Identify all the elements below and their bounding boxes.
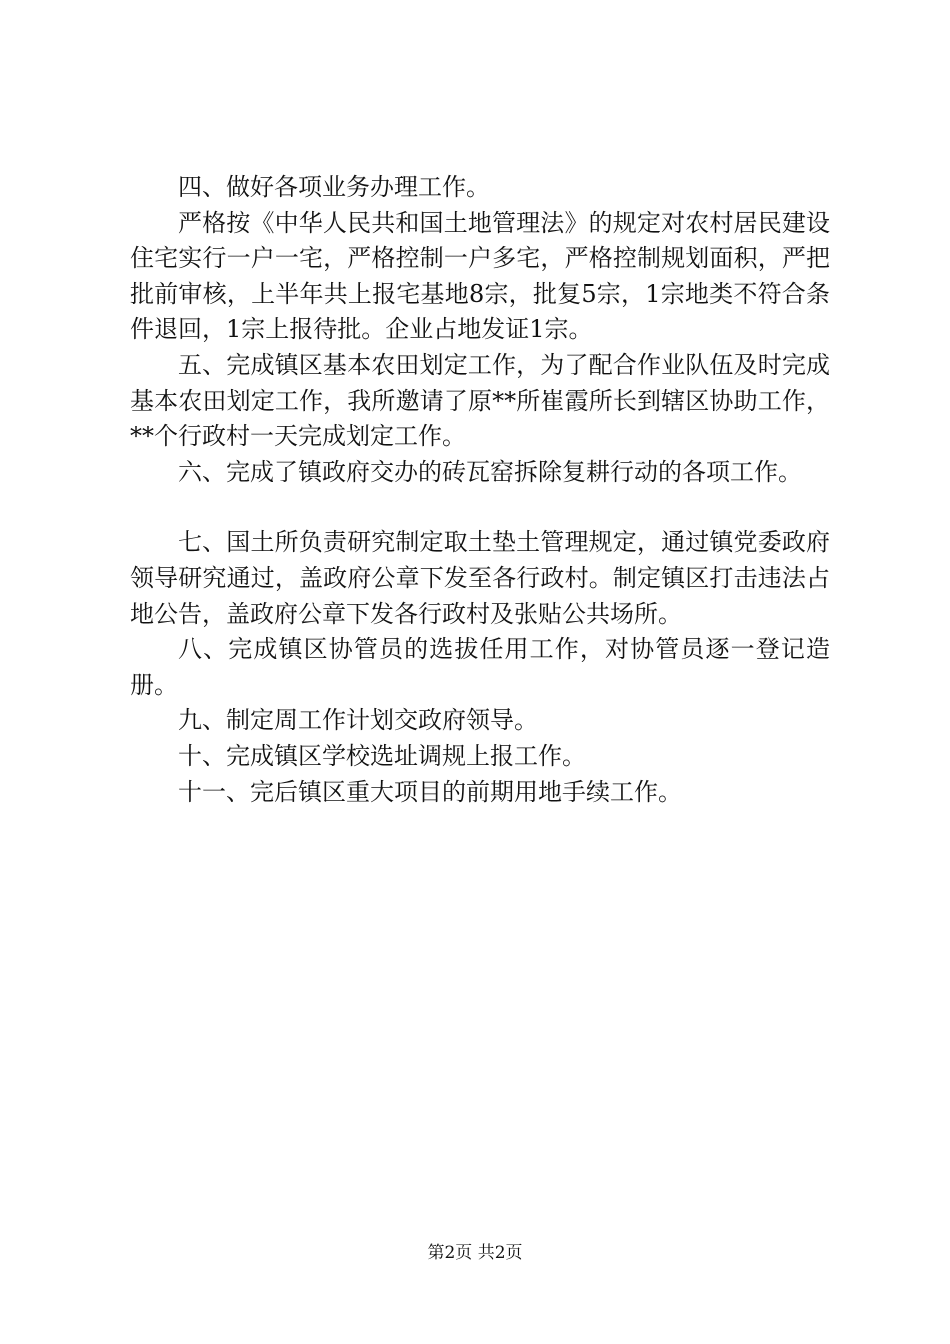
- paragraph-section-8-coordinators: 八、完成镇区协管员的选拔任用工作，对协管员逐一登记造册。: [130, 635, 830, 699]
- paragraph-section-7-soil-regulation: 七、国土所负责研究制定取土垫土管理规定，通过镇党委政府领导研究通过，盖政府公章下发至各行政村。制定镇区打击违法占地公告，盖政府公章下发各行政村及张贴公共场所。: [130, 528, 830, 628]
- paragraph-section-4-heading: 四、做好各项业务办理工作。: [178, 173, 490, 201]
- paragraph-section-9-weekly-plan: 九、制定周工作计划交政府领导。: [178, 706, 538, 735]
- document-body: [130, 170, 830, 810]
- page-number-footer: 第2页 共2页: [427, 1243, 523, 1263]
- paragraph-section-11-major-projects: 十一、完后镇区重大项目的前期用地手续工作。: [178, 777, 682, 806]
- paragraph-section-10-school-site: 十、完成镇区学校选址调规上报工作。: [178, 741, 586, 770]
- paragraph-section-6-kiln-removal: 六、完成了镇政府交办的砖瓦窑拆除复耕行动的各项工作。: [178, 457, 802, 486]
- paragraph-homestead-management: 严格按《中华人民共和国土地管理法》的规定对农村居民建设住宅实行一户一宅，严格控制一户多宅，严格控制规划面积，严把批前审核，上半年共上报宅基地8宗，批复5宗，1宗地类不符合条件退回，1宗上报待批。企业占地发证1宗。: [130, 208, 830, 344]
- paragraph-section-5-farmland: 五、完成镇区基本农田划定工作，为了配合作业队伍及时完成基本农田划定工作，我所邀请了原**所崔霞所长到辖区协助工作，**个行政村一天完成划定工作。: [130, 350, 830, 451]
